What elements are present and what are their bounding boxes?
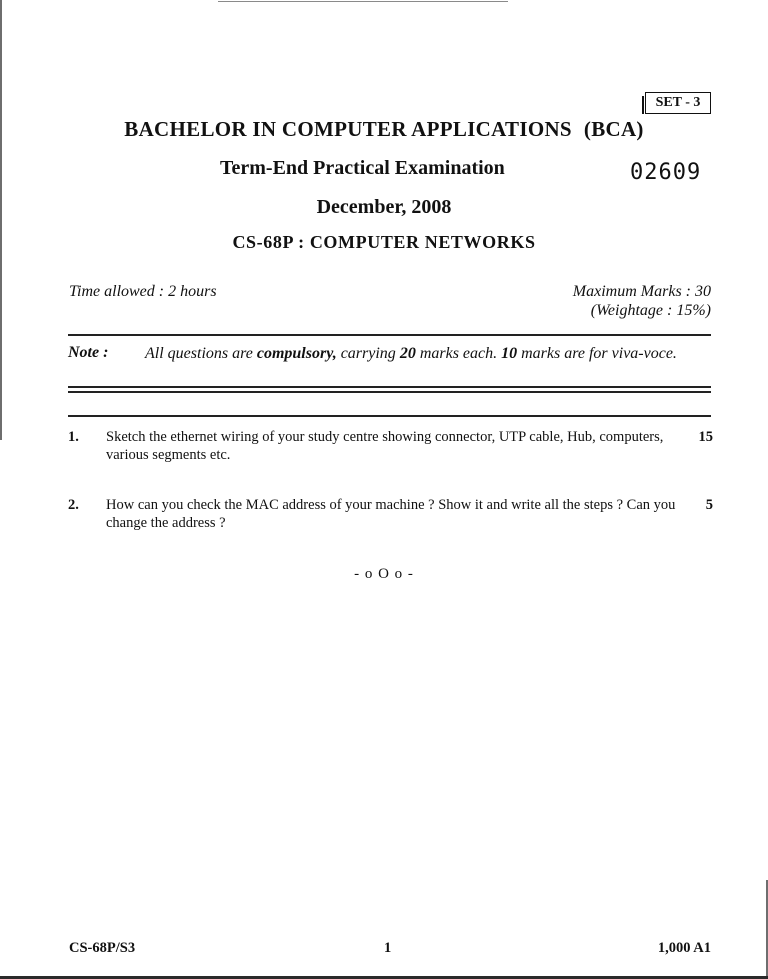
- question-marks: 5: [705, 497, 713, 513]
- divider-note-2: [68, 391, 711, 393]
- note-emphasis-10: 10: [501, 345, 518, 362]
- note-emphasis-20: 20: [399, 345, 416, 362]
- divider-top: [68, 334, 711, 336]
- question-text: Sketch the ethernet wiring of your study centre showing connector, UTP cable, Hub, computers, various segments etc.: [106, 429, 664, 463]
- page-number: 1: [384, 940, 392, 956]
- exam-title-abbr: (BCA): [583, 117, 644, 141]
- exam-title: [0, 117, 768, 142]
- paper-code: 02609: [630, 160, 702, 185]
- divider-questions: [68, 415, 711, 417]
- note-label: Note :: [68, 344, 109, 361]
- end-mark: - o O o -: [354, 566, 414, 582]
- course-title: CS-68P : COMPUTER NETWORKS: [232, 232, 536, 252]
- note-emphasis-compulsory: compulsory,: [256, 345, 337, 362]
- print-info: 1,000 A1: [657, 940, 711, 956]
- note-part-4: marks are for viva-voce.: [521, 345, 677, 362]
- divider-note-1: [68, 386, 711, 388]
- question-number: 2.: [68, 497, 79, 513]
- question-item: [68, 496, 713, 536]
- scan-left-edge: [0, 0, 2, 440]
- exam-title-main: BACHELOR IN COMPUTER APPLICATIONS: [124, 117, 572, 141]
- note-part-3: marks each.: [419, 345, 498, 362]
- note-part-2: carrying: [340, 345, 396, 362]
- scan-top-rule: [218, 1, 508, 2]
- footer-code: CS-68P/S3: [69, 940, 136, 956]
- exam-date: December, 2008: [316, 196, 452, 218]
- question-text: How can you check the MAC address of your machine ? Show it and write all the steps ? Can you change the address ?: [106, 497, 676, 531]
- time-allowed: Time allowed : 2 hours: [69, 283, 217, 300]
- set-label-box: SET - 3: [645, 92, 711, 114]
- exam-subtitle: Term-End Practical Examination: [220, 157, 505, 179]
- note-part-1: All questions are: [145, 345, 253, 362]
- maximum-marks: Maximum Marks : 30: [572, 283, 711, 300]
- question-marks: 15: [698, 429, 713, 445]
- weightage: (Weightage : 15%): [590, 302, 711, 319]
- question-number: 1.: [68, 429, 79, 445]
- note-text: [145, 344, 712, 363]
- question-item: [68, 428, 713, 468]
